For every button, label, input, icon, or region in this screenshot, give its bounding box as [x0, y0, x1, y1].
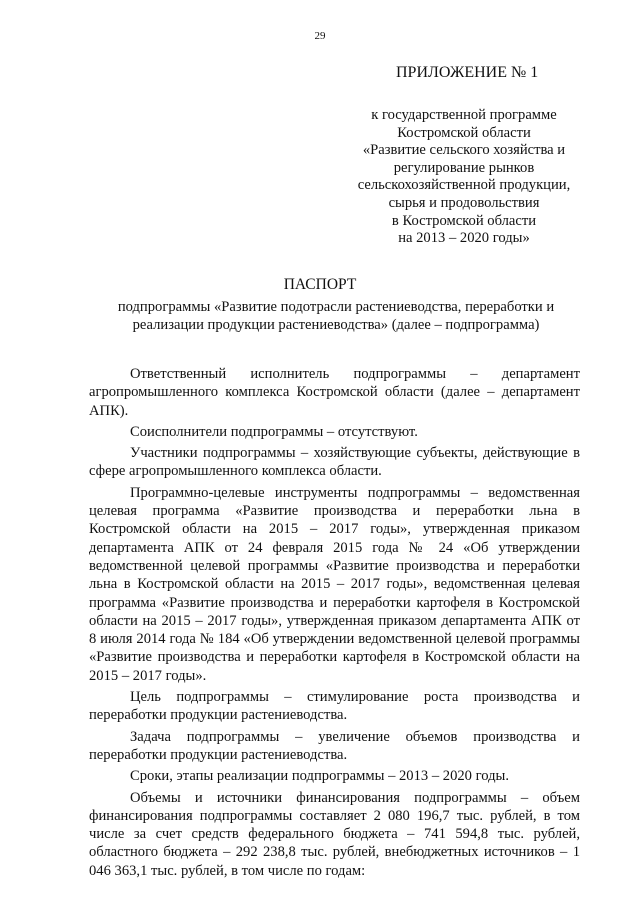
- paragraph-financing: Объемы и источники финансирования подпрограммы – объем финансирования подпрограммы составляет 2 080 196,7 тыс. рублей, в том числе за счет средств федерального бюджета – 741 594,8 тыс. рублей, областного бюджета – 292 238,8 тыс. рублей, внебюджетных источников – 1 046 363,1 тыс. рублей, в том числе по годам:: [89, 789, 580, 879]
- addressee-line: к государственной программе: [371, 107, 557, 123]
- addressee-line: «Развитие сельского хозяйства и: [362, 142, 566, 159]
- appendix-addressee: [340, 107, 588, 248]
- appendix-heading: ПРИЛОЖЕНИЕ № 1: [396, 64, 539, 81]
- paragraph-instruments: Программно-целевые инструменты подпрограммы – ведомственная целевая программа «Развитие производства и переработки льна в Костромской области на 2015 – 2017 годы», утвержденная приказом департамента АПК от 24 февраля 2015 года № 24 «Об утверждении ведомственной целевой программы «Развитие производства и переработки льна в Костромской области на 2015 – 2017 годы», ведомственная целевая программа «Развитие производства и переработки картофеля в Костромской области на 2015 – 2017 годы», утвержденная приказом департамента АПК от 8 июля 2014 года № 184 «Об утверждении ведомственной целевой программы «Развитие производства и переработки картофеля в Костромской области на 2015 – 2017 годы».: [89, 484, 580, 684]
- paragraph-terms: Сроки, этапы реализации подпрограммы – 2013 – 2020 годы.: [130, 768, 510, 785]
- paragraph-goal: Цель подпрограммы – стимулирование роста производства и переработки продукции растениеводства.: [89, 689, 580, 724]
- paragraph-responsible: Ответственный исполнитель подпрограммы – департамент агропромышленного комплекса Костромской области (далее – департамент АПК).: [89, 366, 580, 419]
- addressee-line: сырья и продовольствия: [388, 194, 540, 211]
- paragraph-task: Задача подпрограммы – увеличение объемов производства и переработки продукции растениеводства.: [89, 728, 580, 763]
- document-subtitle: подпрограммы «Развитие подотрасли растениеводства, переработки и реализации продукции растениеводства» (далее – подпрограмма): [117, 299, 555, 333]
- addressee-line: Костромской области: [397, 124, 531, 141]
- paragraph-participants: Участники подпрограммы – хозяйствующие субъекты, действующие в сфере агропромышленного комплекса области.: [89, 445, 580, 480]
- addressee-line: на 2013 – 2020 годы»: [398, 230, 530, 247]
- document-title: ПАСПОРТ: [283, 276, 357, 293]
- document-body: [89, 365, 580, 880]
- addressee-line: в Костромской области: [391, 212, 537, 229]
- addressee-line: регулирование рынков: [393, 159, 535, 176]
- page-number: 29: [314, 30, 326, 42]
- addressee-line: сельскохозяйственной продукции,: [357, 177, 571, 194]
- paragraph-coexecutors: Соисполнители подпрограммы – отсутствуют.: [130, 423, 418, 440]
